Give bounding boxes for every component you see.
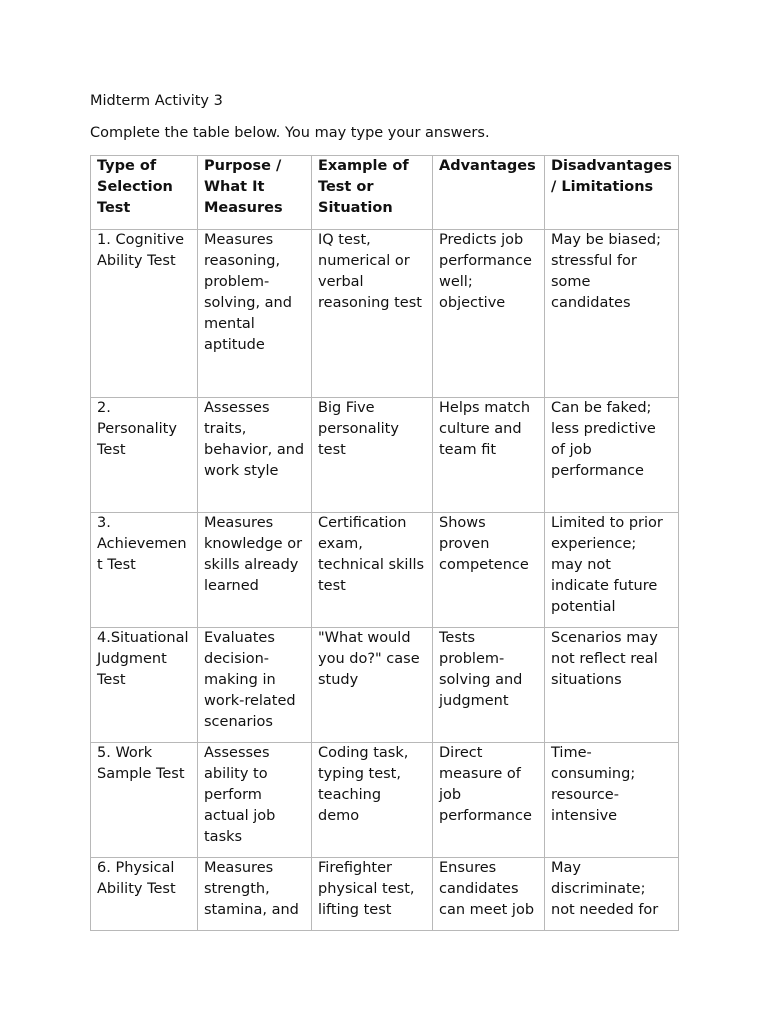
cell-example: Firefighter physical test, lifting test <box>312 858 433 931</box>
header-advantages: Advantages <box>433 156 545 230</box>
cell-disadvantages: Limited to prior experience; may not indicate future potential <box>545 513 679 628</box>
cell-type: 3. Achievement Test <box>91 513 198 628</box>
table-row <box>91 858 679 931</box>
cell-disadvantages: May discriminate; not needed for <box>545 858 679 931</box>
cell-example: "What would you do?" case study <box>312 628 433 743</box>
header-example: Example of Test or Situation <box>312 156 433 230</box>
selection-tests-table <box>90 155 679 931</box>
cell-purpose: Assesses traits, behavior, and work style <box>198 398 312 513</box>
cell-disadvantages: Time-consuming; resource-intensive <box>545 743 679 858</box>
cell-type: 2. Personality Test <box>91 398 198 513</box>
table-row <box>91 513 679 628</box>
cell-purpose: Measures reasoning, problem-solving, and mental aptitude <box>198 230 312 398</box>
table-row <box>91 628 679 743</box>
cell-disadvantages: Can be faked; less predictive of job performance <box>545 398 679 513</box>
cell-type: 1. Cognitive Ability Test <box>91 230 198 398</box>
cell-purpose: Assesses ability to perform actual job tasks <box>198 743 312 858</box>
cell-advantages: Helps match culture and team fit <box>433 398 545 513</box>
cell-example: Coding task, typing test, teaching demo <box>312 743 433 858</box>
cell-advantages: Shows proven competence <box>433 513 545 628</box>
document-title: Midterm Activity 3 <box>90 93 223 109</box>
cell-example: IQ test, numerical or verbal reasoning test <box>312 230 433 398</box>
header-disadvantages: Disadvantages / Limitations <box>545 156 679 230</box>
table-row <box>91 743 679 858</box>
header-purpose: Purpose / What It Measures <box>198 156 312 230</box>
table-row <box>91 230 679 398</box>
cell-purpose: Measures knowledge or skills already learned <box>198 513 312 628</box>
cell-disadvantages: Scenarios may not reflect real situations <box>545 628 679 743</box>
cell-advantages: Ensures candidates can meet job <box>433 858 545 931</box>
cell-advantages: Predicts job performance well; objective <box>433 230 545 398</box>
cell-type: 4.Situational Judgment Test <box>91 628 198 743</box>
cell-example: Big Five personality test <box>312 398 433 513</box>
cell-purpose: Measures strength, stamina, and <box>198 858 312 931</box>
cell-purpose: Evaluates decision-making in work-related scenarios <box>198 628 312 743</box>
table-row <box>91 398 679 513</box>
cell-disadvantages: May be biased; stressful for some candidates <box>545 230 679 398</box>
cell-example: Certification exam, technical skills test <box>312 513 433 628</box>
cell-advantages: Tests problem-solving and judgment <box>433 628 545 743</box>
instructions-text: Complete the table below. You may type your answers. <box>90 125 490 141</box>
cell-type: 6. Physical Ability Test <box>91 858 198 931</box>
cell-advantages: Direct measure of job performance <box>433 743 545 858</box>
cell-type: 5. Work Sample Test <box>91 743 198 858</box>
table-header-row <box>91 156 679 230</box>
header-type: Type of Selection Test <box>91 156 198 230</box>
